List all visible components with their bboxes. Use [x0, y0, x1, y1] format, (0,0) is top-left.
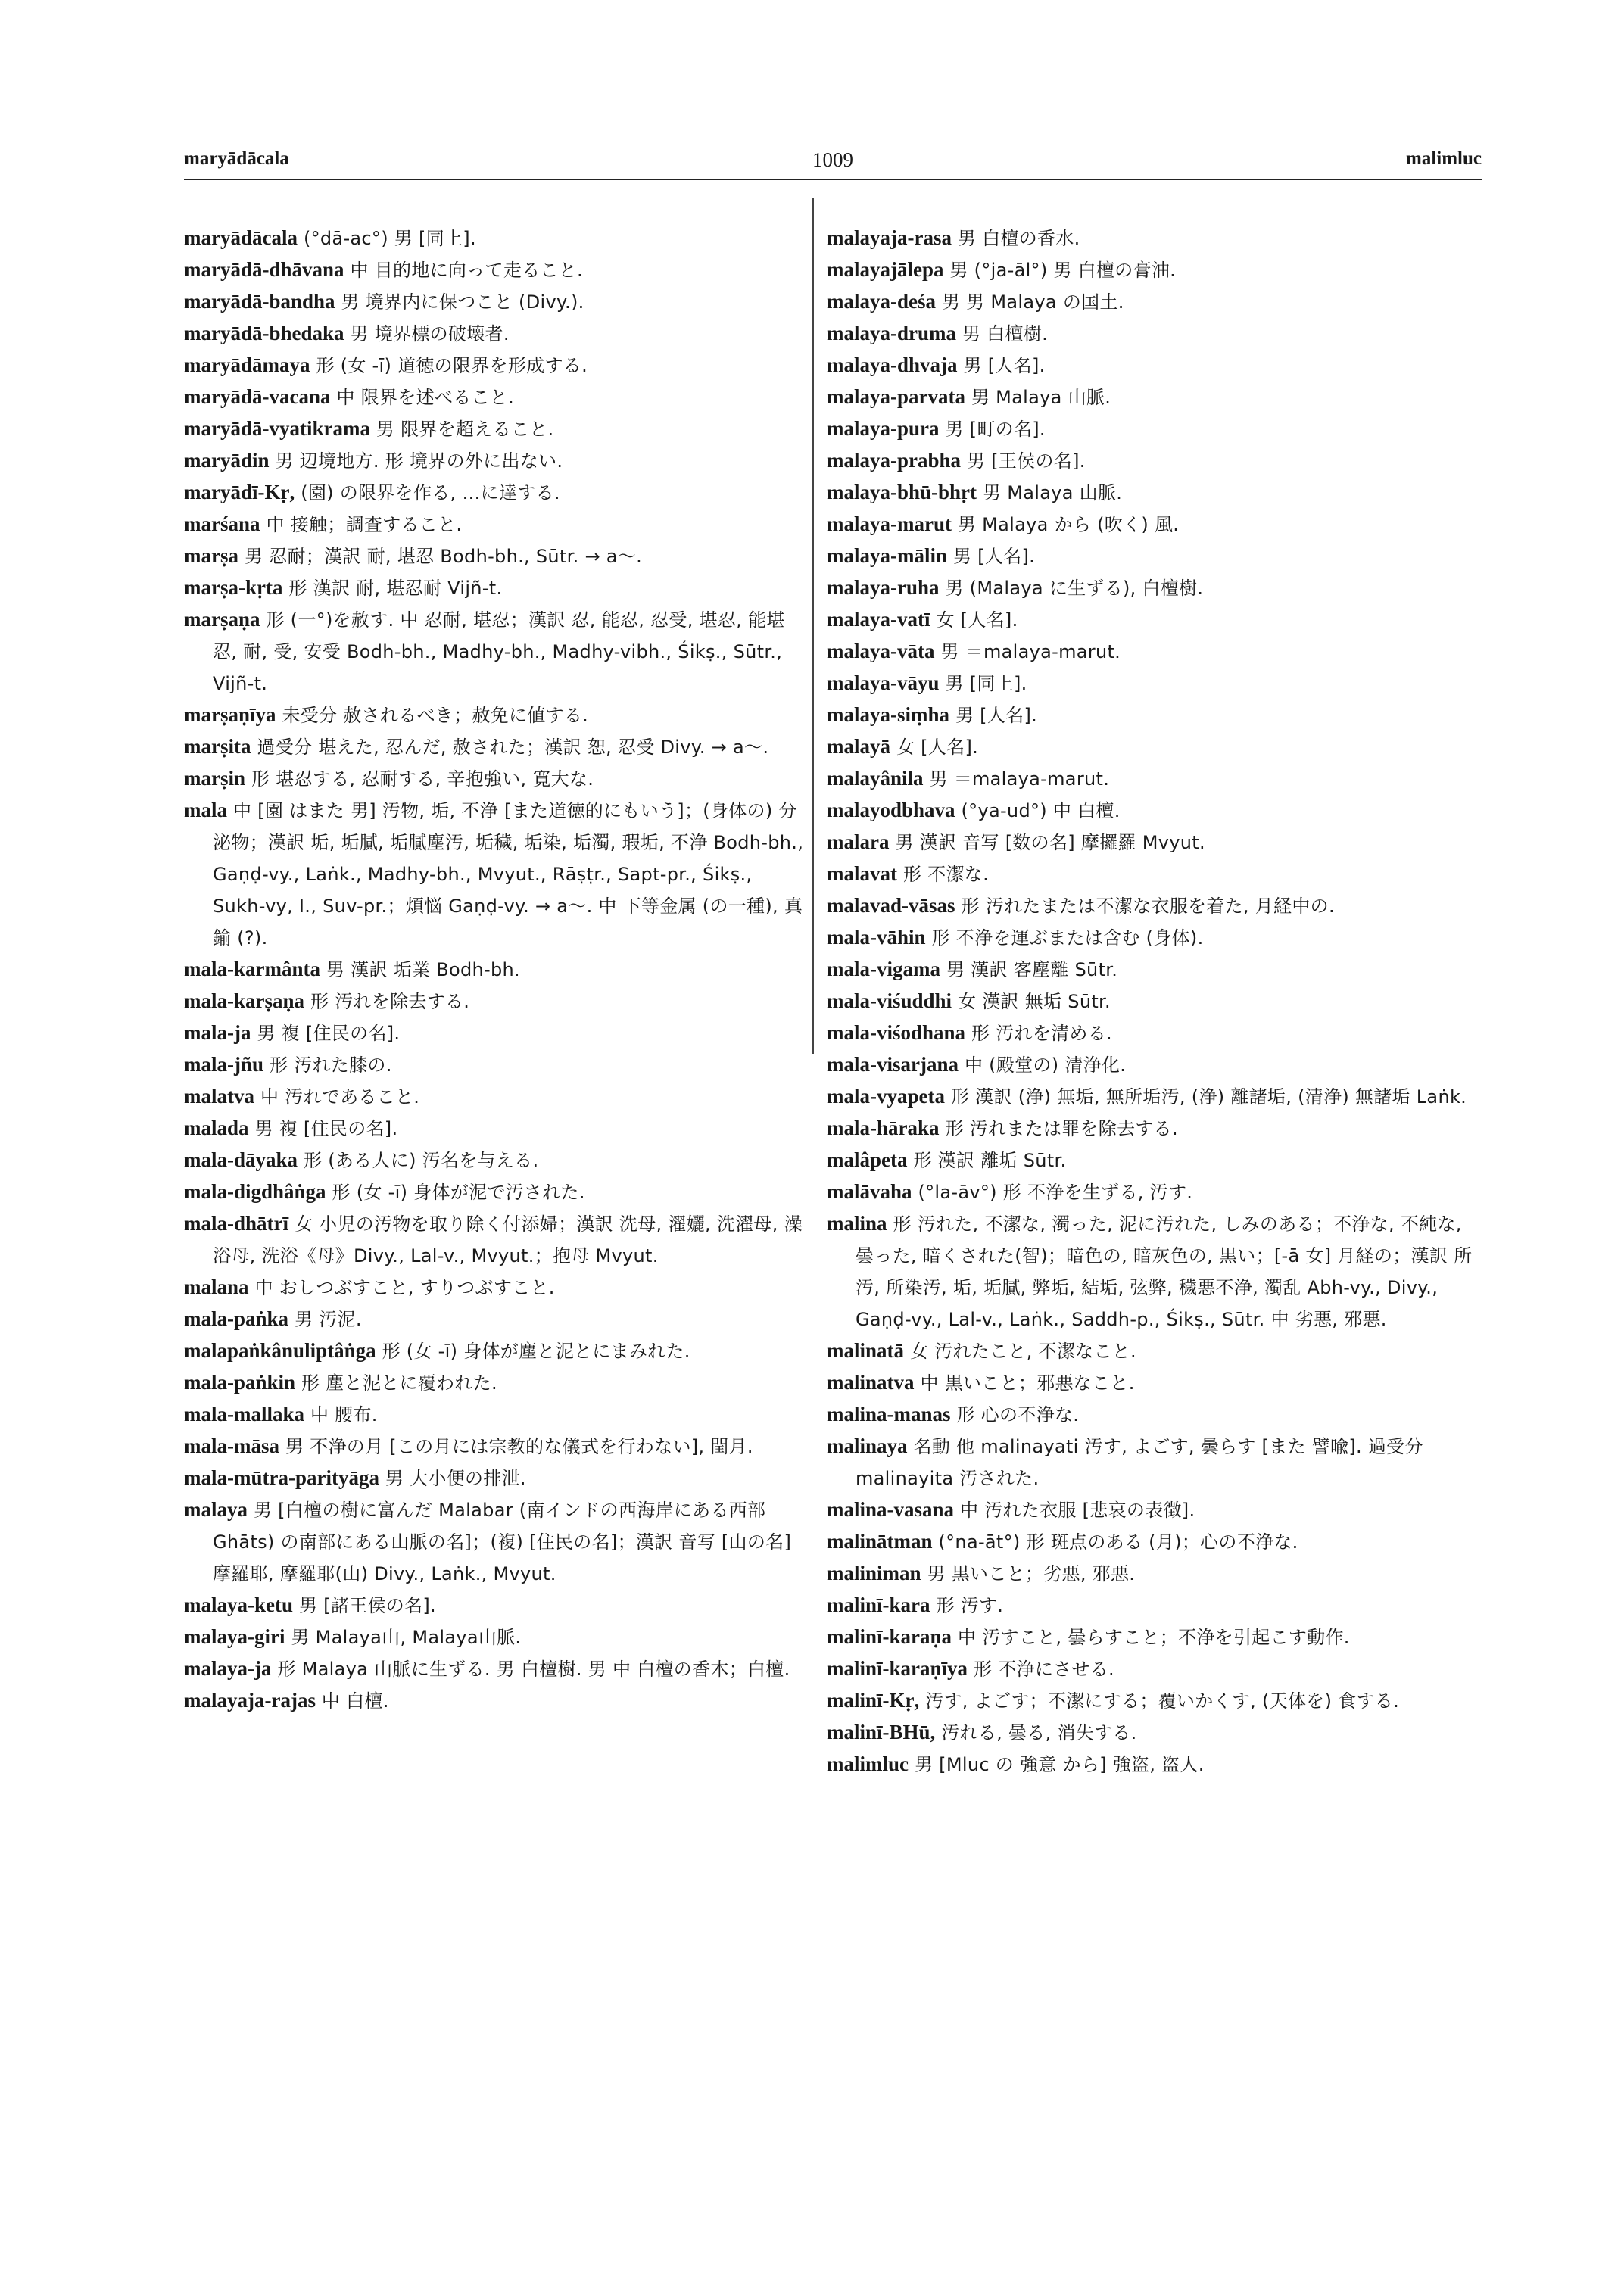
dictionary-entry — [184, 1685, 805, 1717]
entry-headword: mala — [184, 799, 227, 821]
dictionary-entry — [184, 1335, 805, 1367]
entry-definition: 中 汚れであること. — [260, 1086, 420, 1108]
dictionary-entry — [184, 1494, 805, 1590]
entry-definition: 男 (Malaya に生ずる), 白檀樹. — [945, 578, 1204, 599]
entry-definition: 未受分 赦されるべき；赦免に値する. — [282, 705, 589, 726]
dictionary-entry — [184, 731, 805, 763]
dictionary-entry — [827, 890, 1482, 922]
dictionary-entry — [827, 223, 1482, 254]
entry-headword: malaya-ruha — [827, 576, 940, 599]
dictionary-entry — [827, 1622, 1482, 1653]
entry-headword: malaya-dhvaja — [827, 354, 958, 376]
entry-definition: 中 [園 はまた 男] 汚物, 垢, 不浄 [また道徳的にもいう]；(身体の) 分泌物；漢訳 垢, 垢膩, 垢膩塵汚, 垢穢, 垢染, 垢濁, 瑕垢, 不浄 Bodh-bh., Gaṇḍ-vy., Laṅk., Madhy-bh., Mvyut., Rāṣṭr., Sapt-pr., Śikṣ., Sukh-vy, I., Suv-pr.；煩悩 Gaṇḍ-vy. → a～. 中 下等金属 (の一種), 真鍮 (?). — [213, 800, 804, 949]
dictionary-entry — [184, 604, 805, 699]
entry-headword: malinī-BHū, — [827, 1721, 936, 1743]
dictionary-entry — [827, 1049, 1482, 1081]
entry-headword: malaya-ja — [184, 1657, 272, 1680]
entry-definition: 男 [王侯の名]. — [966, 450, 1086, 472]
entry-headword: malina — [827, 1212, 887, 1235]
dictionary-entry — [827, 1558, 1482, 1590]
entry-definition: 男 男 Malaya の国土. — [941, 291, 1124, 313]
entry-definition: 中 (殿堂の) 清浄化. — [964, 1055, 1127, 1076]
entry-headword: malaya-parvata — [827, 385, 965, 408]
entry-definition: 中 腰布. — [310, 1404, 378, 1425]
dictionary-entry — [827, 986, 1482, 1017]
entry-headword: malaya-vāta — [827, 640, 935, 662]
entry-definition: 形 漢訳 耐, 堪忍耐 Vijñ-t. — [288, 578, 503, 599]
entry-headword: malaya-vatī — [827, 608, 930, 631]
entry-headword: marśana — [184, 512, 260, 535]
entry-definition: 形 (ある人に) 汚名を与える. — [303, 1150, 539, 1171]
entry-headword: malimluc — [827, 1752, 909, 1775]
dictionary-entry — [184, 350, 805, 382]
dictionary-entry — [184, 318, 805, 350]
entry-definition: 中 汚すこと, 曇らすこと；不浄を引起こす動作. — [957, 1627, 1350, 1648]
entry-headword: malinī-Kṛ, — [827, 1689, 920, 1712]
entry-definition: 形 汚れた膝の. — [269, 1055, 392, 1076]
dictionary-entry — [827, 1017, 1482, 1049]
dictionary-entry — [184, 1113, 805, 1145]
entry-definition: (°na-āt°) 形 斑点のある (月)；心の不浄な. — [938, 1531, 1298, 1553]
entry-definition: 男 境界標の破壊者. — [350, 323, 510, 344]
entry-definition: 男 大小便の排泄. — [385, 1468, 526, 1489]
entry-headword: malina-manas — [827, 1403, 951, 1425]
header-rule — [184, 179, 1482, 180]
dictionary-entry — [184, 223, 805, 254]
entry-definition: 形 (女 -ī) 身体が塵と泥とにまみれた. — [382, 1341, 690, 1362]
entry-headword: maryādin — [184, 449, 270, 472]
entry-definition: 男 辺境地方. 形 境界の外に出ない. — [275, 450, 563, 472]
entry-headword: marṣin — [184, 767, 245, 790]
entry-definition: 形 漢訳 (浄) 無垢, 無所垢汚, (浄) 離諸垢, (清浄) 無諸垢 Laṅk. — [950, 1086, 1467, 1108]
entry-headword: mala-vyapeta — [827, 1085, 945, 1108]
dictionary-entry — [827, 1494, 1482, 1526]
dictionary-entry — [827, 604, 1482, 636]
entry-headword: mala-paṅkin — [184, 1371, 296, 1394]
entry-headword: maryādī-Kṛ, — [184, 481, 295, 503]
dictionary-entry — [827, 827, 1482, 858]
entry-headword: malinī-karaṇīya — [827, 1657, 968, 1680]
entry-definition: 男 不浄の月 [この月には宗教的な儀式を行わない], 閏月. — [285, 1436, 753, 1457]
entry-definition: 男 Malaya山, Malaya山脈. — [291, 1627, 522, 1648]
entry-definition: 男 (°ja-āl°) 男 白檀の膏油. — [949, 260, 1177, 281]
entry-headword: malina-vasana — [827, 1498, 955, 1521]
entry-headword: malayânila — [827, 767, 924, 790]
entry-definition: 男 白檀樹. — [962, 323, 1049, 344]
entry-definition: 汚す, よごす；不潔にする；覆いかくす, (天体を) 食する. — [925, 1690, 1400, 1712]
dictionary-entry — [184, 1049, 805, 1081]
entry-headword: malāvaha — [827, 1180, 912, 1203]
entry-definition: 形 (女 -ī) 道徳の限界を形成する. — [316, 355, 588, 376]
column-divider — [812, 198, 814, 1054]
entry-headword: malayajālepa — [827, 258, 944, 281]
entry-headword: malayaja-rasa — [827, 226, 952, 249]
entry-headword: mala-mallaka — [184, 1403, 304, 1425]
entry-headword: mala-vigama — [827, 958, 940, 980]
entry-headword: malinī-karaṇa — [827, 1625, 952, 1648]
entry-headword: malinātman — [827, 1530, 933, 1553]
dictionary-entry — [827, 1685, 1482, 1717]
entry-headword: malinatva — [827, 1371, 915, 1394]
entry-headword: maliniman — [827, 1562, 921, 1584]
entry-headword: malaya-deśa — [827, 290, 936, 313]
dictionary-entry — [827, 1208, 1482, 1335]
entry-headword: mala-jñu — [184, 1053, 264, 1076]
entry-headword: malayodbhava — [827, 799, 955, 821]
entry-definition: 形 心の不浄な. — [956, 1404, 1080, 1425]
entry-definition: 男 Malaya 山脈. — [982, 482, 1123, 503]
entry-definition: 男 境界内に保つこと (Divy.). — [341, 291, 584, 313]
running-head-left: maryādācala — [184, 148, 289, 169]
entry-headword: mala-karṣaṇa — [184, 989, 305, 1012]
entry-definition: 男 汚泥. — [295, 1309, 362, 1330]
entry-headword: malaya-marut — [827, 512, 952, 535]
entry-definition: 女 漢訳 無垢 Sūtr. — [958, 991, 1111, 1012]
dictionary-entry — [184, 1653, 805, 1685]
dictionary-entry — [827, 1081, 1482, 1113]
entry-headword: maryādāmaya — [184, 354, 310, 376]
entry-definition: 名動 他 malinayati 汚す, よごす, 曇らす [また 譬喩]. 過受分 malinayita 汚された. — [856, 1436, 1423, 1489]
entry-headword: mala-ja — [184, 1021, 251, 1044]
entry-definition: 形 塵と泥とに覆われた. — [301, 1372, 497, 1394]
dictionary-entry — [827, 1749, 1482, 1781]
entry-definition: 男 [同上]. — [945, 673, 1027, 694]
dictionary-entry — [827, 254, 1482, 286]
entry-definition: 男 Malaya から (吹く) 風. — [957, 514, 1180, 535]
entry-definition: 形 汚す. — [936, 1595, 1004, 1616]
entry-headword: malaya-siṃha — [827, 703, 949, 726]
dictionary-entry — [827, 1113, 1482, 1145]
entry-headword: malayaja-rajas — [184, 1689, 316, 1712]
entry-definition: 中 白檀. — [321, 1690, 389, 1712]
entry-definition: 男 漢訳 客塵離 Sūtr. — [946, 959, 1118, 980]
entry-definition: 汚れる, 曇る, 消失する. — [941, 1722, 1137, 1743]
entry-headword: mala-digdhâṅga — [184, 1180, 326, 1203]
entry-headword: malinī-kara — [827, 1594, 930, 1616]
dictionary-entry — [827, 699, 1482, 731]
dictionary-entry — [184, 572, 805, 604]
entry-definition: 男 [諸王侯の名]. — [298, 1595, 436, 1616]
entry-definition: 男 黒いこと；劣悪, 邪悪. — [927, 1563, 1136, 1584]
dictionary-entry — [827, 541, 1482, 572]
entry-headword: mala-karmânta — [184, 958, 320, 980]
entry-definition: 女 小児の汚物を取り除く付添婦；漢訳 洗母, 濯孋, 洗濯母, 澡浴母, 洗浴《母》Divy., Lal-v., Mvyut.；抱母 Mvyut. — [213, 1213, 803, 1266]
entry-headword: malada — [184, 1117, 249, 1139]
right-column — [827, 223, 1482, 1781]
dictionary-entry — [827, 1367, 1482, 1399]
dictionary-entry — [827, 382, 1482, 413]
entry-headword: mala-hāraka — [827, 1117, 940, 1139]
entry-headword: malayā — [827, 735, 890, 758]
entry-headword: malavat — [827, 862, 897, 885]
dictionary-entry — [184, 763, 805, 795]
dictionary-entry — [827, 350, 1482, 382]
entry-headword: mala-vāhin — [827, 926, 926, 949]
dictionary-entry — [184, 1367, 805, 1399]
entry-definition: 女 [人名]. — [936, 609, 1018, 631]
entry-headword: maryādā-bhedaka — [184, 322, 344, 344]
entry-definition: 男 ＝malaya-marut. — [929, 768, 1110, 790]
dictionary-entry — [184, 509, 805, 541]
entry-definition: 形 漢訳 離垢 Sūtr. — [913, 1150, 1067, 1171]
entry-definition: 男 [人名]. — [963, 355, 1046, 376]
dictionary-entry — [827, 286, 1482, 318]
entry-definition: 中 目的地に向って走ること. — [350, 260, 583, 281]
entry-headword: malaya-vāyu — [827, 671, 940, 694]
entry-definition: 男 [人名]. — [955, 705, 1038, 726]
dictionary-entry — [184, 1017, 805, 1049]
entry-headword: malaya-prabha — [827, 449, 962, 472]
entry-definition: 男 漢訳 音写 [数の名] 摩攞羅 Mvyut. — [895, 832, 1205, 853]
dictionary-entry — [827, 1653, 1482, 1685]
entry-headword: mala-māsa — [184, 1435, 279, 1457]
dictionary-entry — [184, 1272, 805, 1304]
dictionary-entry — [184, 1145, 805, 1176]
dictionary-entry — [184, 1622, 805, 1653]
entry-headword: maryādā-vyatikrama — [184, 417, 370, 440]
dictionary-entry — [827, 763, 1482, 795]
entry-headword: malaya — [184, 1498, 248, 1521]
entry-headword: malavad-vāsas — [827, 894, 955, 917]
dictionary-entry — [184, 1463, 805, 1494]
entry-headword: marṣa-kṛta — [184, 576, 283, 599]
dictionary-entry — [184, 445, 805, 477]
entry-headword: marṣita — [184, 735, 251, 758]
dictionary-entry — [827, 1590, 1482, 1622]
entry-headword: maryādā-bandha — [184, 290, 335, 313]
entry-definition: 男 白檀の香水. — [957, 228, 1080, 249]
entry-headword: malaya-pura — [827, 417, 940, 440]
entry-definition: 中 黒いこと；邪悪なこと. — [920, 1372, 1135, 1394]
entry-headword: maryādā-vacana — [184, 385, 331, 408]
running-head-right: malimluc — [1406, 148, 1482, 169]
dictionary-entry — [184, 986, 805, 1017]
entry-headword: mala-mūtra-parityāga — [184, 1466, 379, 1489]
entry-headword: malaya-ketu — [184, 1594, 293, 1616]
dictionary-entry — [827, 318, 1482, 350]
entry-definition: 中 接触；調査すること. — [266, 514, 463, 535]
entry-headword: malaya-giri — [184, 1625, 285, 1648]
entry-definition: 形 堪忍する, 忍耐する, 辛抱強い, 寛大な. — [251, 768, 594, 790]
entry-definition: 男 Malaya 山脈. — [971, 387, 1111, 408]
dictionary-entry — [827, 1145, 1482, 1176]
entry-definition: 女 [人名]. — [896, 737, 979, 758]
dictionary-entry — [184, 1590, 805, 1622]
entry-definition: 形 不潔な. — [902, 864, 989, 885]
entry-headword: maryādācala — [184, 226, 298, 249]
dictionary-entry — [184, 1431, 805, 1463]
entry-headword: mala-paṅka — [184, 1307, 289, 1330]
dictionary-entry — [827, 1399, 1482, 1431]
entry-definition: 男 [町の名]. — [945, 419, 1046, 440]
dictionary-entry — [827, 668, 1482, 699]
entry-headword: mala-viśodhana — [827, 1021, 966, 1044]
dictionary-entry — [827, 1526, 1482, 1558]
entry-headword: mala-dāyaka — [184, 1148, 298, 1171]
entry-headword: malâpeta — [827, 1148, 908, 1171]
entry-definition: 男 [白檀の樹に富んだ Malabar (南インドの西海岸にある西部 Ghāts) の南部にある山脈の名]；(複) [住民の名]；漢訳 音写 [山の名] 摩羅耶, 摩羅耶(山) Divy., Laṅk., Mvyut. — [213, 1500, 792, 1584]
entry-definition: 形 汚れたまたは不潔な衣服を着た, 月経中の. — [961, 896, 1335, 917]
entry-headword: malatva — [184, 1085, 254, 1108]
dictionary-entry — [827, 413, 1482, 445]
entry-headword: malinatā — [827, 1339, 905, 1362]
entry-definition: 形 汚れを清める. — [971, 1023, 1112, 1044]
dictionary-entry — [827, 858, 1482, 890]
entry-headword: malara — [827, 830, 890, 853]
entry-definition: 男 漢訳 垢業 Bodh-bh. — [326, 959, 520, 980]
dictionary-entry — [184, 1208, 805, 1272]
dictionary-entry — [184, 254, 805, 286]
entry-headword: malaya-mālin — [827, 544, 947, 567]
entry-definition: 形 Malaya 山脈に生ずる. 男 白檀樹. 男 中 白檀の香木；白檀. — [277, 1659, 790, 1680]
page-number: 1009 — [812, 148, 853, 171]
dictionary-entry — [827, 572, 1482, 604]
dictionary-entry — [184, 1399, 805, 1431]
dictionary-entry — [827, 922, 1482, 954]
dictionary-entry — [827, 636, 1482, 668]
entry-definition: 男 [人名]. — [952, 546, 1036, 567]
entry-headword: marṣaṇa — [184, 608, 260, 631]
dictionary-entry — [184, 1176, 805, 1208]
left-column — [184, 223, 805, 1717]
dictionary-entry — [184, 699, 805, 731]
entry-definition: 男 忍耐；漢訳 耐, 堪忍 Bodh-bh., Sūtr. → a～. — [244, 546, 643, 567]
entry-definition: (°la-āv°) 形 不浄を生ずる, 汚す. — [918, 1182, 1193, 1203]
entry-definition: (園) の限界を作る, …に達する. — [301, 482, 560, 503]
dictionary-entry — [827, 954, 1482, 986]
entry-headword: malapaṅkânuliptâṅga — [184, 1339, 376, 1362]
dictionary-entry — [184, 382, 805, 413]
entry-headword: malaya-bhū-bhṛt — [827, 481, 977, 503]
entry-headword: maryādā-dhāvana — [184, 258, 344, 281]
entry-definition: 過受分 堪えた, 忍んだ, 赦された；漢訳 恕, 忍受 Divy. → a～. — [257, 737, 769, 758]
entry-definition: 形 汚れた, 不潔な, 濁った, 泥に汚れた, しみのある；不浄な, 不純な, 曇った, 暗くされた(智)；暗色の, 暗灰色の, 黒い；[-ā 女] 月経の；漢訳 所汚, 所染汚, 垢, 垢膩, 弊垢, 結垢, 弦弊, 穢悪不浄, 濁乱 Abh-vy., Divy., Gaṇḍ-vy., Lal-v., Laṅk., Saddh-p., Śikṣ., Sūtr. 中 劣悪, 邪悪. — [856, 1213, 1473, 1330]
entry-definition: 形 汚れを除去する. — [310, 991, 470, 1012]
dictionary-entry — [827, 1176, 1482, 1208]
dictionary-entry — [184, 477, 805, 509]
entry-definition: 男 ＝malaya-marut. — [940, 641, 1121, 662]
entry-definition: 男 複 [住民の名]. — [257, 1023, 401, 1044]
entry-headword: mala-visarjana — [827, 1053, 959, 1076]
entry-definition: 男 複 [住民の名]. — [254, 1118, 398, 1139]
entry-definition: 男 [Mluc の 強意 から] 強盗, 盗人. — [914, 1754, 1205, 1775]
entry-definition: 中 おしつぶすこと, すりつぶすこと. — [254, 1277, 555, 1298]
entry-headword: malana — [184, 1276, 249, 1298]
entry-definition: (°ya-ud°) 中 白檀. — [961, 800, 1121, 821]
dictionary-entry — [184, 954, 805, 986]
entry-headword: marṣaṇīya — [184, 703, 276, 726]
dictionary-entry — [827, 731, 1482, 763]
entry-headword: malinaya — [827, 1435, 908, 1457]
dictionary-entry — [184, 1081, 805, 1113]
entry-definition: 形 (女 -ī) 身体が泥で汚された. — [332, 1182, 585, 1203]
dictionary-entry — [184, 1304, 805, 1335]
entry-definition: (°dā-ac°) 男 [同上]. — [303, 228, 476, 249]
entry-headword: malaya-druma — [827, 322, 956, 344]
page-header — [184, 148, 1482, 182]
dictionary-entry — [827, 795, 1482, 827]
dictionary-entry — [184, 541, 805, 572]
dictionary-entry — [827, 509, 1482, 541]
dictionary-entry — [184, 795, 805, 954]
dictionary-entry — [184, 413, 805, 445]
entry-headword: mala-viśuddhi — [827, 989, 952, 1012]
entry-definition: 女 汚れたこと, 不潔なこと. — [909, 1341, 1136, 1362]
dictionary-entry — [827, 445, 1482, 477]
dictionary-entry — [827, 1717, 1482, 1749]
dictionary-entry — [827, 1431, 1482, 1494]
entry-definition: 形 不浄にさせる. — [973, 1659, 1114, 1680]
entry-definition: 形 不浄を運ぶまたは含む (身体). — [931, 927, 1204, 949]
entry-headword: mala-dhātrī — [184, 1212, 288, 1235]
entry-definition: 形 汚れまたは罪を除去する. — [945, 1118, 1178, 1139]
entry-definition: 中 汚れた衣服 [悲哀の表徴]. — [959, 1500, 1195, 1521]
entry-definition: 男 限界を超えること. — [376, 419, 554, 440]
dictionary-entry — [827, 477, 1482, 509]
entry-definition: 中 限界を述べること. — [336, 387, 514, 408]
dictionary-entry — [184, 286, 805, 318]
entry-headword: marṣa — [184, 544, 238, 567]
entry-definition: 形 (一°)を赦す. 中 忍耐, 堪忍；漢訳 忍, 能忍, 忍受, 堪忍, 能堪忍, 耐, 受, 安受 Bodh-bh., Madhy-bh., Madhy-vibh., Śikṣ., Sūtr., Vijñ-t. — [213, 609, 785, 694]
dictionary-entry — [827, 1335, 1482, 1367]
